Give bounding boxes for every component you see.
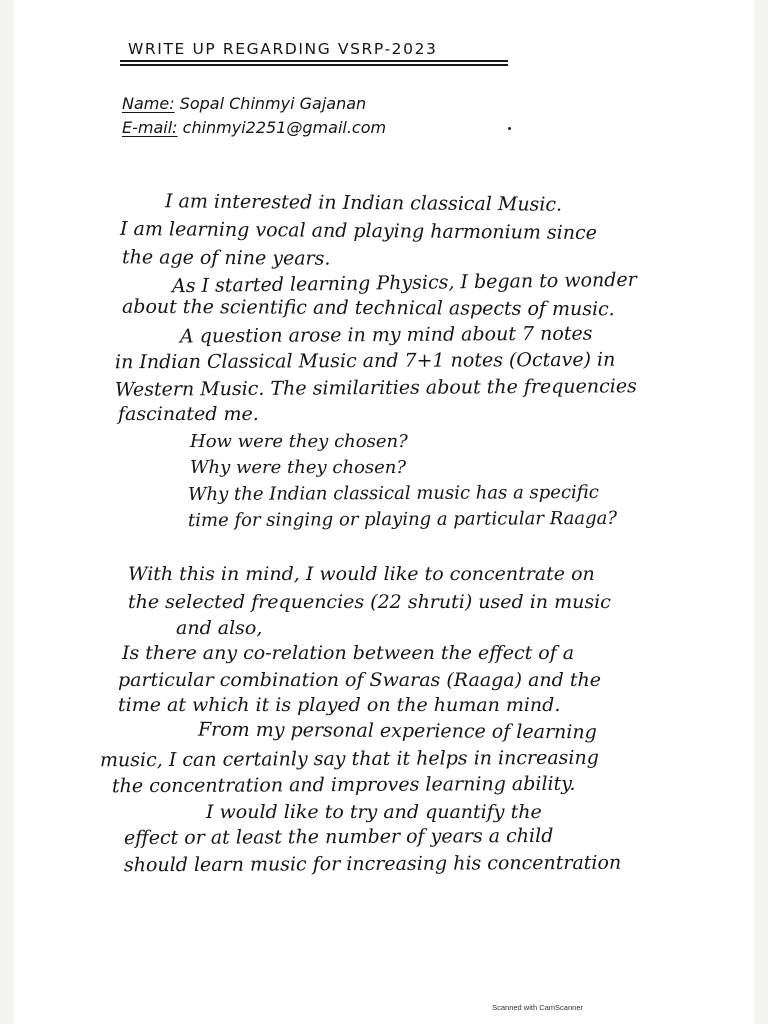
- body-line: and also,: [176, 617, 263, 639]
- question-line: How were they chosen?: [190, 431, 408, 452]
- scanner-footer: Scanned with CamScanner: [492, 1003, 583, 1012]
- page-title: WRITE UP REGARDING VSRP-2023: [128, 40, 438, 58]
- ink-dot: [508, 127, 511, 130]
- title-underline: [120, 60, 508, 62]
- body-line: the selected frequencies (22 shruti) used in music: [128, 591, 611, 613]
- body-line: Western Music. The similarities about the frequencies: [114, 375, 637, 401]
- body-line: the concentration and improves learning ability.: [111, 772, 576, 798]
- question-line: Why were they chosen?: [190, 457, 407, 478]
- body-line: I would like to try and quantify the: [206, 801, 542, 823]
- body-line: I am learning vocal and playing harmonium since: [119, 217, 598, 245]
- body-line: With this in mind, I would like to concentrate on: [128, 563, 595, 585]
- body-line: music, I can certainly say that it helps in increasing: [99, 746, 599, 772]
- body-line: the age of nine years.: [121, 246, 331, 270]
- name-label: Name:: [122, 94, 175, 113]
- email-value: chinmyi2251@gmail.com: [182, 118, 387, 137]
- body-line: time at which it is played on the human mind.: [118, 694, 561, 716]
- name-value: Sopal Chinmyi Gajanan: [179, 94, 367, 113]
- body-line: particular combination of Swaras (Raaga) and the: [118, 669, 601, 691]
- body-line: fascinated me.: [118, 403, 259, 425]
- body-line: I am interested in Indian classical Music.: [164, 190, 563, 216]
- body-line: From my personal experience of learning: [197, 718, 597, 744]
- body-line: Is there any co-relation between the effect of a: [122, 642, 575, 664]
- question-line: Why the Indian classical music has a specific: [187, 481, 599, 506]
- body-line: should learn music for increasing his concentration: [123, 851, 622, 877]
- email-label: E-mail:: [122, 118, 178, 137]
- body-line: As I started learning Physics, I began to wonder: [171, 268, 637, 298]
- title-double-underline: [120, 64, 508, 66]
- body-line: about the scientific and technical aspects of music.: [121, 295, 615, 321]
- body-line: effect or at least the number of years a child: [123, 824, 554, 850]
- body-line: A question arose in my mind about 7 notes: [179, 322, 593, 348]
- question-line: time for singing or playing a particular Raaga?: [187, 507, 618, 532]
- name-row: [122, 94, 366, 113]
- email-row: [122, 118, 386, 137]
- body-line: in Indian Classical Music and 7+1 notes (Octave) in: [114, 348, 616, 374]
